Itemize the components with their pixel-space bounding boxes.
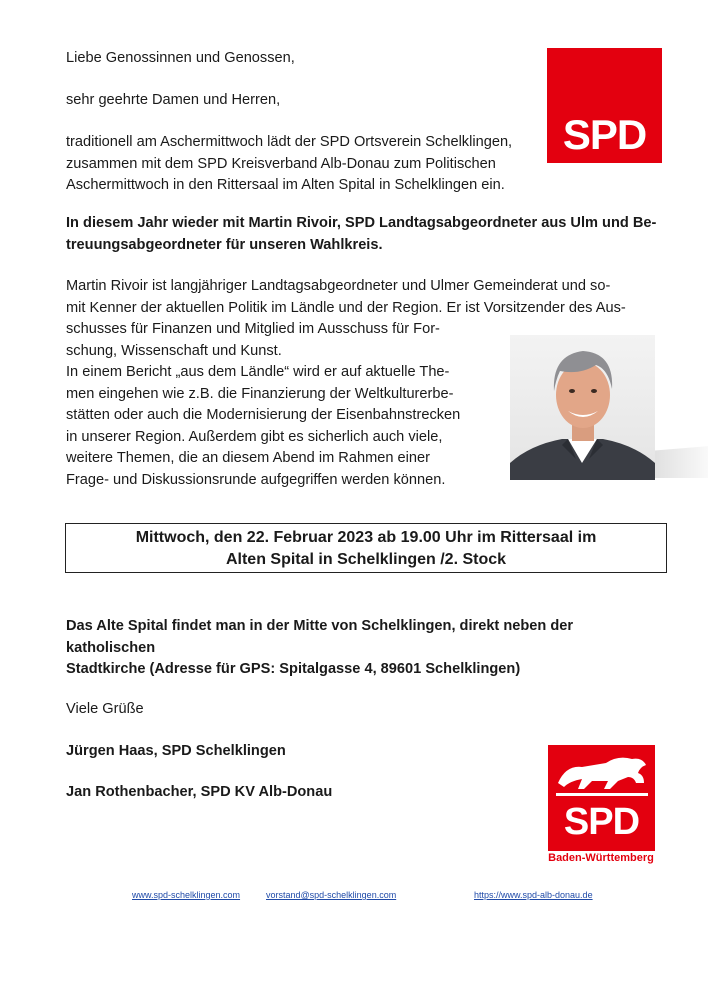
event-line: Alten Spital in Schelklingen /2. Stock — [225, 551, 507, 568]
greeting-line: Liebe Genossinnen und Genossen, — [66, 50, 295, 66]
bio-line: men eingehen wie z.B. die Finanzierung der Weltkulturerbe- — [66, 385, 454, 402]
lion-icon — [548, 745, 655, 801]
signer-1: Jürgen Haas, SPD Schelklingen — [66, 743, 286, 759]
kv-website-link[interactable]: https://www.spd-alb-donau.de — [474, 890, 593, 900]
closing: Viele Grüße — [66, 701, 144, 717]
intro-line: zusammen mit dem SPD Kreisverband Alb-Donau zum Politischen — [66, 155, 496, 172]
spd-bw-logo-text: SPD — [563, 801, 640, 843]
intro-line: traditionell am Aschermittwoch lädt der SPD Ortsverein Schelklingen, — [66, 134, 513, 150]
highlight-paragraph — [66, 213, 666, 256]
bio-line: In einem Bericht „aus dem Ländle“ wird er auf aktuelle The- — [66, 364, 450, 380]
highlight-line: treuungsabgeordneter für unseren Wahlkreis. — [66, 236, 383, 253]
greeting-line-2: sehr geehrte Damen und Herren, — [66, 92, 281, 108]
spd-logo-text: SPD — [562, 111, 647, 158]
signer-2: Jan Rothenbacher, SPD KV Alb-Donau — [66, 784, 333, 800]
highlight-line: In diesem Jahr wieder mit Martin Rivoir, SPD Landtagsabgeordneter aus Ulm und Be- — [66, 215, 657, 231]
spd-bw-logo — [548, 745, 655, 851]
bio-line: Martin Rivoir ist langjähriger Landtagsabgeordneter und Ulmer Gemeinderat und so- — [66, 278, 611, 294]
intro-paragraph — [66, 132, 541, 197]
location-paragraph — [66, 616, 666, 681]
portrait-illustration — [510, 335, 655, 480]
bio-line: schusses für Finanzen und Mitglied im Ausschuss für For- — [66, 321, 440, 337]
intro-line: Aschermittwoch in den Rittersaal im Alten Spital in Schelklingen ein. — [66, 177, 505, 193]
bio-line: mit Kenner der aktuellen Politik im Ländle und der Region. Er ist Vorsitzender des Aus- — [66, 299, 626, 316]
spd-bw-label: Baden-Württemberg — [548, 852, 654, 864]
location-line: Das Alte Spital findet man in der Mitte von Schelklingen, direkt neben der katholischen — [66, 618, 574, 656]
bio-line: weitere Themen, die an diesem Abend im Rahmen einer — [66, 450, 430, 466]
bio-line: Frage- und Diskussionsrunde aufgegriffen werden können. — [66, 471, 446, 488]
bio-line: schung, Wissenschaft und Kunst. — [66, 342, 282, 359]
bio-line: stätten oder auch die Modernisierung der Eisenbahnstrecken — [66, 407, 461, 423]
event-line: Mittwoch, den 22. Februar 2023 ab 19.00 Uhr im Rittersaal im — [135, 529, 597, 546]
bio-line: in unserer Region. Außerdem gibt es sicherlich auch viele, — [66, 428, 443, 445]
website-link[interactable]: www.spd-schelklingen.com — [132, 890, 241, 900]
location-line: Stadtkirche (Adresse für GPS: Spitalgasse 4, 89601 Schelklingen) — [66, 661, 521, 677]
portrait-photo — [510, 335, 655, 480]
email-link[interactable]: vorstand@spd-schelklingen.com — [266, 890, 397, 900]
event-box — [65, 523, 667, 573]
spd-logo — [547, 48, 662, 163]
